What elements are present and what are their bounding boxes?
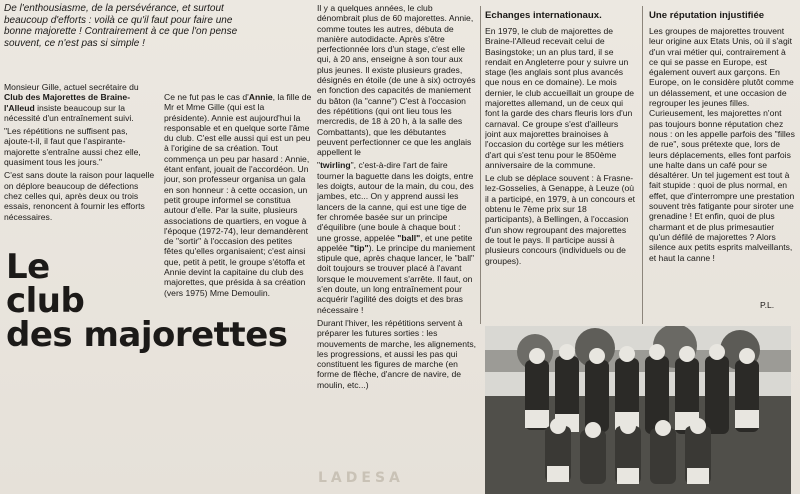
author-signature: P.L. [760,300,775,310]
col4-paragraph-2: Le club se déplace souvent : à Frasne-lez-Gosselies, à Genappe, à Leuze (où il a participé, en 1979, à un concours et obtenu le 7ème prix sur 18 participants), à Bellingen, à l'occasion d'un show regroupant des majorettes de tout le pays. Il participe aussi à plusieurs concours (individuels ou de groupes). [485,173,635,266]
section-heading-echanges: Echanges internationaux. [485,10,602,21]
col3-paragraph-1: Il y a quelques années, le club dénombrait plus de 60 majorettes. Annie, comme toutes les autres, débuta de manière autodidacte. Après s'être perfectionnée lors d'un stage, c'est elle qui, à 20 ans, enseigne à son tour aux plus jeunes. Il existe plusieurs grades, désignés en étoile (de une à six) octroyés en fonction des capacités de maniement du bâton (la "canne") C'est à l'occasion des répétitions (qui ont lieu tous les mercredis, de 18 à 20 h, à la salle des Combattants), que les débutantes peuvent perfectionner ce que les anglais appellent le [317,3,476,158]
col1-paragraph-3: C'est sans doute la raison pour laquelle on déplore beaucoup de défections chez celles qui, après deux ou trois essais, renoncent à fournir les efforts nécessaires. [4,170,155,222]
majorettes-group-photo [485,326,791,494]
column-1 [4,82,156,225]
title-line-3: des majorettes [6,315,288,355]
photo-illustration [485,326,791,494]
article-intro [4,3,260,52]
title-line-1: Le [6,247,50,287]
col1-paragraph-1: Monsieur Gille, actuel secrétaire du Club des Majorettes de Braine-l'Alleud insiste beaucoup sur la nécessité d'un entraînement suivi. [4,82,139,123]
col2-paragraph-1: Ce ne fut pas le cas d'Annie, la fille de Mr et Mme Gille (qui est la présidente). Annie est aujourd'hui la responsable et en quelque sorte l'âme du club. C'est elle aussi qui est un peu à l'origine de sa création. Tout commença un peu par hasard : Annie, étant enfant, jouait de l'accordéon. Un jour, son professeur organisa un gala en son honneur : à cette occasion, un petit groupe informel se constitua autour d'elle. Par la suite, plusieurs associations de quartiers, en vogue à l'époque (1972-74), leur demandèrent de "sortir" à l'occasion des petites fêtes qu'elles organisaient; c'est ainsi que, petit à petit, le groupe s'étoffa et Annie devint la capitaine du club des majorettes, que présida à sa création (vers 1975) Mme Demoulin. [164,92,312,298]
col4-paragraph-1: En 1979, le club de majorettes de Braine-l'Alleud recevait celui de Basingstoke; un an plus tard, il se rendait en Angleterre pour y suivre un stage (les anglais sont plus avancés que nous en ce domaine). Le mois dernier, le club accueillait un groupe de majorettes allemand, un de ceux qui font la garde des chars fleuris lors d'un carnaval. Ce groupe s'est d'ailleurs joint aux majorettes brainoises à l'occasion du cortège sur les métiers d'art qui s'est tenu pour le 850ème anniversaire de la commune. [485,26,635,170]
col3-paragraph-3: Durant l'hiver, les répétitions servent à préparer les futures sorties : les mouvements de marche, les alignements, les progressions, et aussi les pas qui constituent les figures de marche (en forme de flèche, d'ancre de navire, de moulin, etc...) [317,317,477,390]
intro-paragraph: De l'enthousiasme, de la persévérance, et surtout beaucoup d'efforts : voilà ce qu'il faut pour faire une bonne majorette ! Contrairement à ce que l'on pense souvent, ce n'est pas si simple ! [4,3,238,49]
column-5 [649,10,795,266]
section-heading-reputation: Une réputation injustifiée [649,10,765,21]
col5-paragraph-1: Les groupes de majorettes trouvent leur origine aux Etats Unis, où il s'agit d'un vrai métier qui, contrairement à ce qui se passe en Europe, est également ouvert aux garçons. En Europe, on le considère plutôt comme un délassement, et une occasion de regrouper les jeunes filles. Curieusement, les majorettes n'ont pas toujours bonne réputation chez nous : on les appelle parfois des "filles de rue", sous prétexte que, lors de leurs déplacements, elles font parfois une halte dans un café pour se désaltérer. Un tel jugement est tout à fait stupide : quoi de plus normal, en effet, que d'interrompre une prestation souvent très fatigante pour siroter une grenadine ! Et enfin, quoi de plus charmant et de plus primesautier qu'un défilé de majorettes ? Alors silence aux petits esprits malveillants, et haut la canne ! [649,26,795,263]
col1-paragraph-2: "Les répétitions ne suffisent pas, ajoute-t-il, il faut que l'aspirante-majorette s'entraîne aussi chez elle, quasiment tous les jours." [4,126,141,168]
column-4 [485,10,635,269]
col3-paragraph-2: "twirling", c'est-à-dire l'art de faire tourner la baguette dans les doigts, entre les doigts, autour de la main, du cou, des jambes, etc... On y apprend aussi les lancers de la canne, qui est une tige de fer chromée basée sur un principe d'équilibre (une boule à chaque bout : une grosse, appelée "ball", et une petite appelée "tip"). Le principe du maniement stipule que, après chaque lancer, le "ball" doit toujours se trouver placé à l'avant lorsque le mouvement s'arrête. Il faut, on s'en doute, un long entraînement pour acquérir l'agilité des doigts et des bras nécessaire ! [317,160,476,315]
column-divider [642,6,643,324]
bleed-through-text: LADESA [318,470,404,486]
column-divider [480,6,481,324]
article-title [6,247,306,355]
column-3 [317,3,477,393]
title-line-2: club [6,281,85,321]
